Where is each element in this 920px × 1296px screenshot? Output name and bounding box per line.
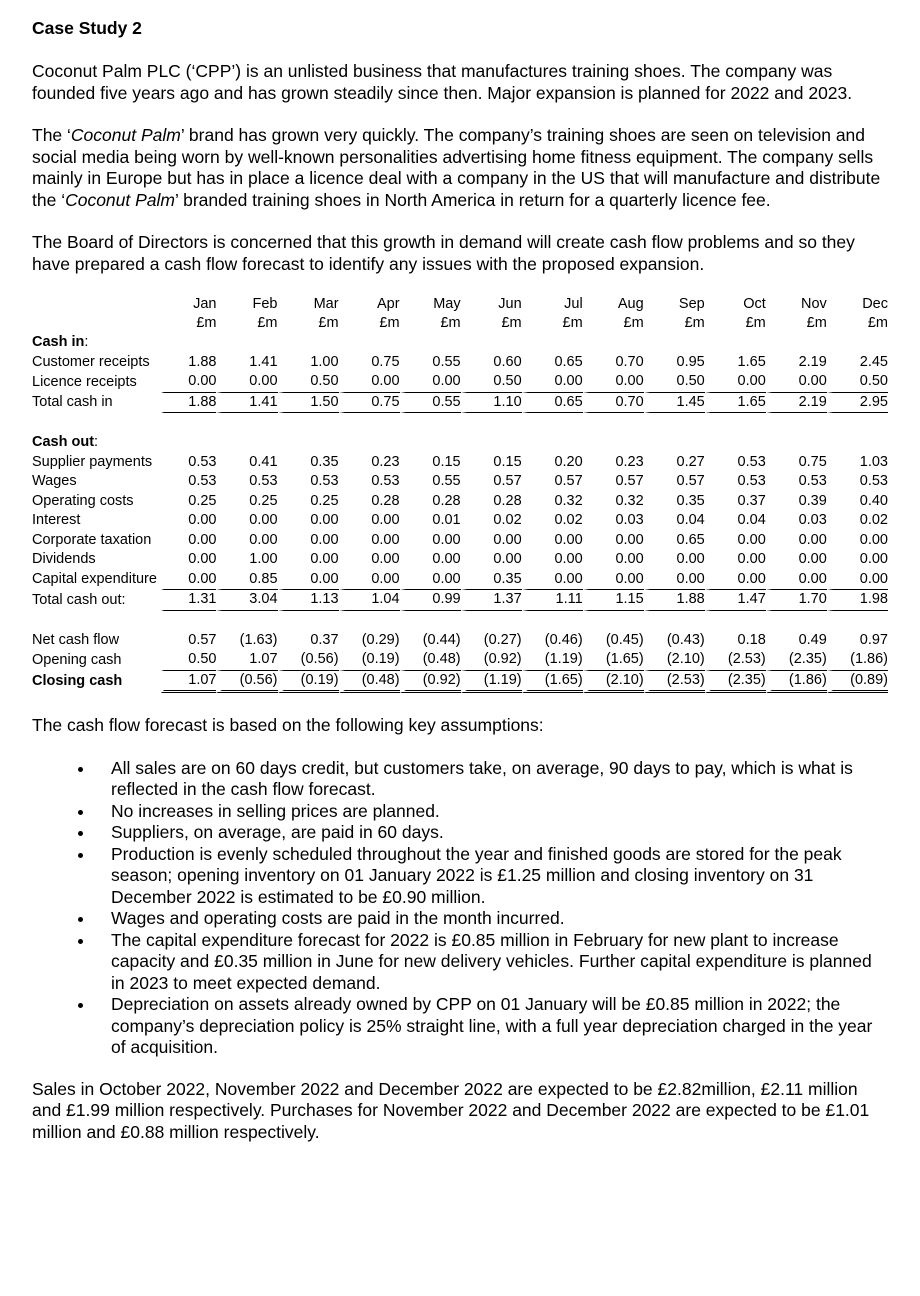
value-cell: 0.57 — [161, 631, 217, 651]
value-cell: 0.15 — [400, 453, 461, 473]
value-cell: 0.50 — [461, 372, 522, 393]
value-cell: 0.60 — [461, 353, 522, 373]
empty-cell — [400, 333, 461, 353]
value-cell: 1.70 — [766, 590, 827, 611]
value-cell: 0.53 — [705, 453, 766, 473]
value-cell: 0.35 — [278, 453, 339, 473]
value-cell: 0.00 — [583, 570, 644, 591]
empty-cell — [278, 333, 339, 353]
value-cell: 0.32 — [583, 492, 644, 512]
row-label: Opening cash — [32, 651, 122, 668]
table-row-net — [32, 631, 888, 651]
value-cell: 0.15 — [461, 453, 522, 473]
value-cell: 0.00 — [766, 550, 827, 570]
unit-header: £m — [379, 315, 400, 332]
value-cell: 0.00 — [400, 570, 461, 591]
header-spacer — [32, 294, 161, 314]
table-row-tax — [32, 531, 888, 551]
cash-in-heading — [32, 333, 888, 353]
value-cell: (1.65) — [583, 650, 644, 671]
table-row-capex — [32, 570, 888, 591]
value-cell: 0.27 — [644, 453, 705, 473]
value-cell: 1.10 — [461, 393, 522, 414]
value-cell: 0.04 — [705, 511, 766, 531]
unit-header-row — [32, 314, 888, 334]
value-cell: 0.00 — [216, 531, 277, 551]
value-cell: (1.63) — [216, 631, 277, 651]
value-cell: 0.99 — [400, 590, 461, 611]
empty-cell — [278, 433, 339, 453]
assumption-item: • The capital expenditure forecast for 2022 is £0.85 million in February for new plant to increase capacity and £0.35 million in June for new delivery vehicles. Further capital expenditure is planned in 2023 to meet expected demand. — [95, 930, 888, 995]
value-cell: 0.57 — [644, 472, 705, 492]
value-cell: 0.23 — [339, 453, 400, 473]
month-header-may: May — [433, 295, 461, 312]
value-cell: 0.02 — [522, 511, 583, 531]
value-cell: 0.00 — [827, 550, 888, 570]
table-row-closing — [32, 671, 888, 694]
value-cell: 0.35 — [461, 570, 522, 591]
value-cell: 0.00 — [339, 550, 400, 570]
value-cell: 0.53 — [827, 472, 888, 492]
unit-header: £m — [501, 315, 522, 332]
value-cell: 0.97 — [827, 631, 888, 651]
value-cell: 0.00 — [766, 372, 827, 393]
value-cell: (1.86) — [827, 650, 888, 671]
value-cell: (0.92) — [400, 671, 461, 694]
table-row-supplier — [32, 453, 888, 473]
unit-header: £m — [806, 315, 827, 332]
value-cell: 0.41 — [216, 453, 277, 473]
value-cell: 0.00 — [766, 531, 827, 551]
value-cell: 0.65 — [522, 353, 583, 373]
unit-header: £m — [257, 315, 278, 332]
value-cell: 2.19 — [766, 393, 827, 414]
month-header-sep: Sep — [678, 295, 705, 312]
row-label: Total cash in — [32, 394, 113, 410]
value-cell: (2.53) — [705, 650, 766, 671]
value-cell: 0.00 — [339, 531, 400, 551]
value-cell: (0.44) — [400, 631, 461, 651]
value-cell: 0.49 — [766, 631, 827, 651]
value-cell: 3.04 — [216, 590, 277, 611]
value-cell: 0.55 — [400, 353, 461, 373]
value-cell: (2.10) — [644, 650, 705, 671]
empty-cell — [827, 333, 888, 353]
row-label: Total cash out: — [32, 591, 126, 608]
brand-paragraph: The ‘Coconut Palm’ brand has grown very quickly. The company’s training shoes are seen on television and social media being worn by well-known personalities advertising home fitness equipment. The company sells mainly in Europe but has in place a licence deal with a company in the US that will manufacture and distribute the ‘Coconut Palm’ branded training shoes in North America in return for a quarterly licence fee. — [32, 125, 881, 210]
assumption-item: • No increases in selling prices are planned. — [95, 801, 888, 823]
value-cell: 1.50 — [278, 393, 339, 414]
value-cell: 0.00 — [522, 570, 583, 591]
cash-in-heading-label — [32, 333, 161, 353]
row-label: Supplier payments — [32, 453, 153, 470]
spacer-row — [32, 611, 888, 631]
value-cell: 0.00 — [461, 550, 522, 570]
value-cell: 1.65 — [705, 353, 766, 373]
value-cell: 1.03 — [827, 453, 888, 473]
value-cell: 0.00 — [216, 511, 277, 531]
row-label: Corporate taxation — [32, 531, 152, 548]
value-cell: 0.00 — [766, 570, 827, 591]
value-cell: 2.45 — [827, 353, 888, 373]
cash-flow-forecast-table — [32, 294, 888, 693]
value-cell: 0.00 — [705, 550, 766, 570]
assumption-item: • Wages and operating costs are paid in the month incurred. — [95, 908, 888, 930]
spacer-row — [32, 413, 888, 433]
value-cell: 0.00 — [705, 570, 766, 591]
value-cell: 0.28 — [461, 492, 522, 512]
value-cell: 0.00 — [216, 372, 277, 393]
value-cell: 0.00 — [161, 531, 217, 551]
value-cell: 0.35 — [644, 492, 705, 512]
header-spacer — [32, 314, 161, 334]
value-cell: 0.75 — [339, 353, 400, 373]
month-header-feb: Feb — [252, 295, 278, 312]
table-row-dividends — [32, 550, 888, 570]
table-row-total_in — [32, 393, 888, 414]
value-cell: 0.00 — [522, 550, 583, 570]
empty-cell — [766, 433, 827, 453]
value-cell: 1.88 — [161, 393, 217, 414]
unit-header: £m — [867, 315, 888, 332]
empty-cell — [461, 433, 522, 453]
value-cell: 0.28 — [339, 492, 400, 512]
value-cell: (0.92) — [461, 650, 522, 671]
value-cell: 0.25 — [161, 492, 217, 512]
section-heading: Cash in — [32, 334, 85, 350]
empty-cell — [522, 433, 583, 453]
value-cell: 1.88 — [161, 353, 217, 373]
empty-cell — [705, 433, 766, 453]
month-header-nov: Nov — [801, 295, 827, 312]
value-cell: 1.00 — [216, 550, 277, 570]
value-cell: 0.50 — [827, 372, 888, 393]
value-cell: 0.95 — [644, 353, 705, 373]
month-header-aug: Aug — [617, 295, 644, 312]
cash-out-heading-label — [32, 433, 161, 453]
row-label: Operating costs — [32, 492, 134, 509]
table-row-wages — [32, 472, 888, 492]
assumptions-list — [32, 758, 888, 1059]
empty-cell — [827, 433, 888, 453]
value-cell: (0.48) — [400, 650, 461, 671]
value-cell: 0.03 — [583, 511, 644, 531]
value-cell: (0.48) — [339, 671, 400, 694]
value-cell: 0.75 — [766, 453, 827, 473]
unit-header: £m — [562, 315, 583, 332]
value-cell: (2.10) — [583, 671, 644, 694]
table-row-opening — [32, 650, 888, 671]
value-cell: 0.40 — [827, 492, 888, 512]
row-label: Licence receipts — [32, 373, 137, 390]
value-cell: 0.53 — [766, 472, 827, 492]
value-cell: (0.45) — [583, 631, 644, 651]
value-cell: 0.00 — [400, 550, 461, 570]
unit-header: £m — [623, 315, 644, 332]
value-cell: (0.43) — [644, 631, 705, 651]
empty-cell — [705, 333, 766, 353]
value-cell: 1.00 — [278, 353, 339, 373]
table-row-customer — [32, 353, 888, 373]
value-cell: (0.89) — [827, 671, 888, 694]
value-cell: (0.19) — [278, 671, 339, 694]
value-cell: 0.02 — [461, 511, 522, 531]
value-cell: 0.18 — [705, 631, 766, 651]
value-cell: 0.00 — [161, 550, 217, 570]
colon: : — [84, 334, 89, 350]
value-cell: 0.53 — [278, 472, 339, 492]
value-cell: 0.00 — [339, 511, 400, 531]
month-header-jan: Jan — [193, 295, 217, 312]
value-cell: 0.00 — [583, 531, 644, 551]
value-cell: 0.53 — [705, 472, 766, 492]
value-cell: (1.19) — [522, 650, 583, 671]
value-cell: 0.32 — [522, 492, 583, 512]
value-cell: 0.70 — [583, 393, 644, 414]
row-label: Customer receipts — [32, 353, 150, 370]
empty-cell — [339, 433, 400, 453]
row-label: Net cash flow — [32, 631, 120, 648]
value-cell: 0.53 — [161, 453, 217, 473]
value-cell: 0.55 — [400, 472, 461, 492]
empty-cell — [161, 333, 217, 353]
value-cell: 0.00 — [339, 372, 400, 393]
value-cell: (2.35) — [766, 650, 827, 671]
assumptions-intro: The cash flow forecast is based on the following key assumptions: — [32, 715, 544, 735]
table-row-total_out — [32, 590, 888, 611]
row-label: Closing cash — [32, 673, 123, 689]
value-cell: 0.00 — [400, 531, 461, 551]
value-cell: 0.25 — [216, 492, 277, 512]
row-label: Dividends — [32, 551, 96, 567]
month-header-jul: Jul — [564, 295, 583, 312]
unit-header: £m — [318, 315, 339, 332]
value-cell: (1.65) — [522, 671, 583, 694]
value-cell: 0.04 — [644, 511, 705, 531]
row-label: Capital expenditure — [32, 571, 157, 587]
value-cell: 0.28 — [400, 492, 461, 512]
value-cell: 0.23 — [583, 453, 644, 473]
empty-cell — [216, 333, 277, 353]
unit-header: £m — [196, 315, 217, 332]
value-cell: 0.00 — [278, 511, 339, 531]
value-cell: 0.37 — [278, 631, 339, 651]
value-cell: 0.00 — [161, 372, 217, 393]
month-header-jun: Jun — [498, 295, 522, 312]
assumption-item: • Production is evenly scheduled throughout the year and finished goods are stored for the peak season; opening inventory on 01 January 2022 is £1.25 million and closing inventory on 31 December 2022 is estimated to be £0.90 million. — [95, 844, 888, 909]
value-cell: 0.50 — [161, 650, 217, 671]
empty-cell — [766, 333, 827, 353]
value-cell: 0.00 — [583, 372, 644, 393]
month-header-mar: Mar — [313, 295, 339, 312]
empty-cell — [216, 433, 277, 453]
colon: : — [94, 434, 99, 450]
value-cell: 0.39 — [766, 492, 827, 512]
spacer — [32, 413, 888, 433]
value-cell: 1.88 — [644, 590, 705, 611]
value-cell: 1.04 — [339, 590, 400, 611]
value-cell: 0.75 — [339, 393, 400, 414]
intro-paragraph: Coconut Palm PLC (‘CPP’) is an unlisted business that manufactures training shoes. The company was founded five years ago and has grown steadily since then. Major expansion is planned for 2022 and 2023. — [32, 61, 853, 103]
value-cell: (0.56) — [278, 650, 339, 671]
value-cell: 0.37 — [705, 492, 766, 512]
value-cell: 0.00 — [827, 570, 888, 591]
empty-cell — [583, 333, 644, 353]
value-cell: 0.55 — [400, 393, 461, 414]
month-header-apr: Apr — [377, 295, 400, 312]
assumption-item: • All sales are on 60 days credit, but customers take, on average, 90 days to pay, which is what is reflected in the cash flow forecast. — [95, 758, 888, 801]
value-cell: 0.20 — [522, 453, 583, 473]
value-cell: 0.65 — [644, 531, 705, 551]
value-cell: (0.56) — [216, 671, 277, 694]
value-cell: 0.57 — [583, 472, 644, 492]
value-cell: 0.00 — [278, 550, 339, 570]
value-cell: 1.15 — [583, 590, 644, 611]
value-cell: 0.00 — [400, 372, 461, 393]
value-cell: (0.27) — [461, 631, 522, 651]
section-heading: Cash out — [32, 434, 95, 450]
value-cell: (2.35) — [705, 671, 766, 694]
value-cell: 0.65 — [522, 393, 583, 414]
value-cell: (0.46) — [522, 631, 583, 651]
empty-cell — [644, 433, 705, 453]
empty-cell — [461, 333, 522, 353]
empty-cell — [522, 333, 583, 353]
value-cell: 0.00 — [522, 372, 583, 393]
value-cell: 0.00 — [705, 531, 766, 551]
value-cell: 0.00 — [644, 570, 705, 591]
value-cell: 0.00 — [161, 570, 217, 591]
row-label: Interest — [32, 512, 81, 528]
value-cell: 1.41 — [216, 393, 277, 414]
unit-header: £m — [745, 315, 766, 332]
empty-cell — [583, 433, 644, 453]
value-cell: 1.13 — [278, 590, 339, 611]
value-cell: 0.50 — [278, 372, 339, 393]
value-cell: (0.29) — [339, 631, 400, 651]
value-cell: 0.00 — [278, 531, 339, 551]
assumption-item: • Depreciation on assets already owned by CPP on 01 January will be £0.85 million in 2022; the company’s depreciation policy is 25% straight line, with a full year depreciation charged in the year of acquisition. — [95, 994, 888, 1059]
empty-cell — [644, 333, 705, 353]
value-cell: 0.57 — [522, 472, 583, 492]
sales-purchases-paragraph: Sales in October 2022, November 2022 and December 2022 are expected to be £2.82million, £2.11 million and £1.99 million respectively. Purchases for November 2022 and December 2022 are expected to be £1.01 million and £0.88 million respectively. — [32, 1078, 870, 1142]
value-cell: 0.85 — [216, 570, 277, 591]
value-cell: 0.53 — [216, 472, 277, 492]
value-cell: 1.47 — [705, 590, 766, 611]
value-cell: 0.57 — [461, 472, 522, 492]
unit-header: £m — [684, 315, 705, 332]
assumption-item: • Suppliers, on average, are paid in 60 days. — [95, 822, 888, 844]
value-cell: 0.25 — [278, 492, 339, 512]
value-cell: 0.00 — [161, 511, 217, 531]
value-cell: 1.65 — [705, 393, 766, 414]
value-cell: 0.00 — [461, 531, 522, 551]
value-cell: 0.00 — [522, 531, 583, 551]
cash-out-heading — [32, 433, 888, 453]
value-cell: 0.03 — [766, 511, 827, 531]
table-row-interest — [32, 511, 888, 531]
value-cell: (0.19) — [339, 650, 400, 671]
spacer — [32, 611, 888, 631]
table-row-operating — [32, 492, 888, 512]
value-cell: 0.00 — [339, 570, 400, 591]
value-cell: 1.07 — [161, 671, 217, 694]
value-cell: 1.41 — [216, 353, 277, 373]
empty-cell — [161, 433, 217, 453]
value-cell: 1.98 — [827, 590, 888, 611]
value-cell: 0.00 — [705, 372, 766, 393]
value-cell: 1.31 — [161, 590, 217, 611]
value-cell: 0.00 — [644, 550, 705, 570]
value-cell: 1.11 — [522, 590, 583, 611]
value-cell: 1.37 — [461, 590, 522, 611]
value-cell: 0.01 — [400, 511, 461, 531]
case-study-title: Case Study 2 — [32, 18, 142, 38]
value-cell: (1.86) — [766, 671, 827, 694]
month-header-oct: Oct — [743, 295, 766, 312]
value-cell: (2.53) — [644, 671, 705, 694]
unit-header: £m — [440, 315, 461, 332]
row-label: Wages — [32, 473, 77, 489]
value-cell: 0.02 — [827, 511, 888, 531]
value-cell: 1.45 — [644, 393, 705, 414]
value-cell: 0.70 — [583, 353, 644, 373]
value-cell: 0.00 — [583, 550, 644, 570]
empty-cell — [400, 433, 461, 453]
month-header-dec: Dec — [862, 295, 888, 312]
value-cell: 0.53 — [339, 472, 400, 492]
value-cell: (1.19) — [461, 671, 522, 694]
value-cell: 1.07 — [216, 650, 277, 671]
value-cell: 2.95 — [827, 393, 888, 414]
value-cell: 0.53 — [161, 472, 217, 492]
board-paragraph: The Board of Directors is concerned that this growth in demand will create cash flow problems and so they have prepared a cash flow forecast to identify any issues with the proposed expansion. — [32, 232, 855, 274]
value-cell: 0.00 — [827, 531, 888, 551]
table-row-licence — [32, 372, 888, 393]
month-header-row — [32, 294, 888, 314]
value-cell: 2.19 — [766, 353, 827, 373]
value-cell: 0.00 — [278, 570, 339, 591]
value-cell: 0.50 — [644, 372, 705, 393]
empty-cell — [339, 333, 400, 353]
